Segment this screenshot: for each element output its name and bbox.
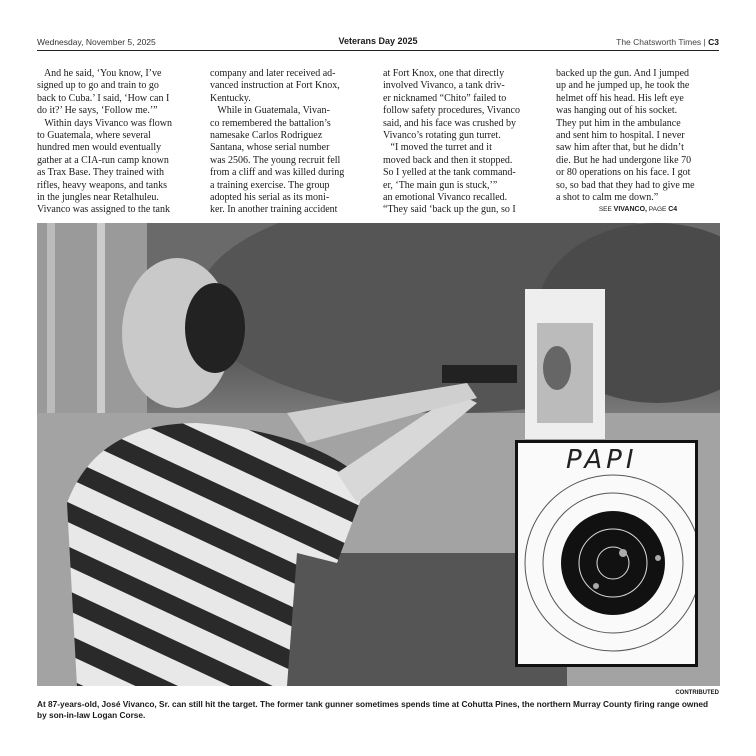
article-line: was hanging out of his socket. bbox=[556, 105, 678, 117]
article-line: They put him in the ambulance bbox=[556, 117, 681, 129]
article-line: Vivanco was assigned to the tank bbox=[37, 204, 170, 216]
pistol bbox=[442, 365, 517, 383]
article-line: die. But he had undergone like 70 bbox=[556, 154, 692, 166]
article-line: or 80 operations on his face. I got bbox=[556, 167, 691, 179]
article-line: rifles, heavy weapons, and tanks bbox=[37, 179, 167, 191]
article-line: helmet off his head. His left eye bbox=[556, 92, 684, 104]
jump-page-label: PAGE bbox=[648, 206, 667, 213]
article-line: So I yelled at the tank command- bbox=[383, 167, 516, 179]
article-line: in the jungles near Retalhuleu. bbox=[37, 191, 159, 203]
article-line: namesake Carlos Rodriguez bbox=[210, 129, 323, 141]
target-inset bbox=[515, 440, 698, 667]
article-line: said, and his face was crushed by bbox=[383, 117, 517, 129]
article-line: signed up to go and train to go bbox=[37, 80, 159, 92]
handwritten-label: PAPI bbox=[566, 445, 638, 475]
article-line: company and later received ad- bbox=[210, 68, 336, 79]
article-photo bbox=[37, 223, 720, 686]
article-line: And he said, ‘You know, I’ve bbox=[37, 68, 162, 79]
jump-see: SEE bbox=[598, 206, 612, 213]
article-line: Kentucky. bbox=[210, 92, 251, 104]
article-line: back to Cuba.’ I said, ‘How can I bbox=[37, 92, 170, 104]
publication-name bbox=[616, 37, 719, 47]
article-line: Within days Vivanco was flown bbox=[37, 117, 172, 129]
article-line: a training exercise. The group bbox=[210, 179, 330, 191]
issue-date: Wednesday, November 5, 2025 bbox=[37, 37, 156, 47]
photo-credit: CONTRIBUTED bbox=[675, 690, 719, 696]
article-column-1 bbox=[37, 68, 205, 217]
article-line: to Guatemala, where several bbox=[37, 129, 151, 141]
jump-name: VIVANCO, bbox=[613, 206, 647, 213]
article-line: gather at a CIA-run camp known bbox=[37, 154, 169, 166]
article-line: so, so bad that they had to give me bbox=[556, 179, 695, 191]
article-line: backed up the gun. And I jumped bbox=[556, 68, 690, 79]
article-column-2 bbox=[210, 68, 378, 217]
article-line: at Fort Knox, one that directly bbox=[383, 68, 505, 79]
article-line: hundred men would eventually bbox=[37, 142, 162, 154]
article-column-4 bbox=[556, 68, 724, 204]
article-line: an emotional Vivanco recalled. bbox=[383, 191, 508, 203]
article-line: up and he jumped up, he took the bbox=[556, 80, 690, 92]
article-line: “They said ‘back up the gun, so I bbox=[383, 204, 516, 216]
article-line: “I moved the turret and it bbox=[383, 142, 492, 154]
article-line: involved Vivanco, a tank driv- bbox=[383, 80, 505, 92]
article-line: follow safety procedures, Vivanco bbox=[383, 105, 520, 117]
article-line: and sent him to hospital. I never bbox=[556, 129, 685, 141]
article-line: do it?’ He says, ‘Follow me.’” bbox=[37, 105, 158, 117]
article-line: er, ‘The main gun is stuck,’” bbox=[383, 179, 498, 191]
article-line: While in Guatemala, Vivan- bbox=[210, 105, 330, 117]
article-line: adopted his serial as its moni- bbox=[210, 191, 330, 203]
photo-caption: At 87-years-old, José Vivanco, Sr. can still hit the target. The former tank gunner sometimes spends time at Cohutta Pines, the northern Murray County firing range owned by son-in-law Logan Corse. bbox=[37, 699, 709, 720]
article-line: moved back and then it stopped. bbox=[383, 154, 513, 166]
ear-protection-icon bbox=[185, 283, 245, 373]
article-line: vanced instruction at Fort Knox, bbox=[210, 80, 340, 92]
article-line: Santana, whose serial number bbox=[210, 142, 330, 154]
publication-label: The Chatsworth Times | bbox=[616, 37, 706, 47]
article-line: a shot to calm me down.” bbox=[556, 191, 659, 203]
article-line: saw him after that, but he didn’t bbox=[556, 142, 684, 154]
page-header bbox=[37, 34, 719, 51]
article-column-3 bbox=[383, 68, 551, 217]
jump-page: C4 bbox=[668, 206, 678, 213]
section-title: Veterans Day 2025 bbox=[338, 36, 418, 46]
article-line: ker. In another training accident bbox=[210, 204, 338, 216]
article-line: as Trax Base. They trained with bbox=[37, 167, 165, 179]
article-line: Vivanco’s rotating gun turret. bbox=[383, 129, 501, 141]
article-line: from a cliff and was killed during bbox=[210, 167, 345, 179]
article-line: co remembered the battalion’s bbox=[210, 117, 331, 129]
bullseye-target-icon bbox=[518, 443, 695, 664]
article-line: er nicknamed “Chito” failed to bbox=[383, 92, 507, 104]
jump-line[interactable] bbox=[556, 206, 720, 214]
article-line: was 2506. The young recruit fell bbox=[210, 154, 341, 166]
page-number: C3 bbox=[708, 37, 719, 47]
